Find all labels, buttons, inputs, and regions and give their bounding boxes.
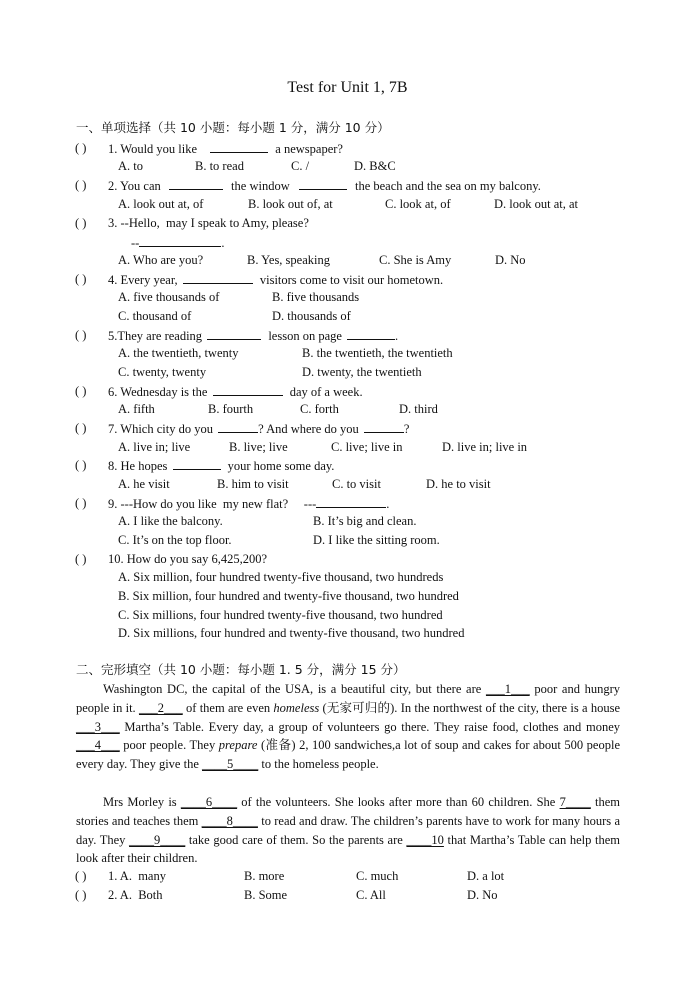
option-4c: C. thousand of xyxy=(118,309,192,323)
option-3c: C. She is Amy xyxy=(379,253,452,267)
cloze-blank-10[interactable]: ____10 xyxy=(406,832,444,847)
question-5: 5.They are reading lesson on page . xyxy=(108,329,399,343)
option-4b: B. five thousands xyxy=(272,290,360,304)
option-6a: A. fifth xyxy=(118,402,155,416)
answer-blank[interactable] xyxy=(207,327,261,340)
answer-paren-9[interactable]: ( ) xyxy=(75,496,87,510)
option-7a: A. live in; live xyxy=(118,440,191,454)
answer-blank[interactable] xyxy=(213,383,283,396)
cloze-blank-5[interactable]: ____5____ xyxy=(202,757,259,772)
answer-paren-2[interactable]: ( ) xyxy=(75,178,87,192)
option-3a: A. Who are you? xyxy=(118,253,204,267)
option-4a: A. five thousands of xyxy=(118,290,220,304)
cloze-blank-4[interactable]: ___4___ xyxy=(76,738,120,753)
section-2-heading: 二、完形填空（共 10 小题：每小题 1. 5 分，满分 15 分） xyxy=(76,662,406,677)
cloze-answer-paren-1[interactable]: ( ) xyxy=(75,869,87,883)
option-3d: D. No xyxy=(495,253,526,267)
option-10d: D. Six millions, four hundred and twenty-five thousand, two hundred xyxy=(118,626,465,640)
option-6d: D. third xyxy=(399,402,438,416)
cloze-option-2a: 2. A. Both xyxy=(108,888,163,902)
question-2: 2. You can the window the beach and the sea on my balcony. xyxy=(108,179,541,193)
cloze-blank-2[interactable]: ___2___ xyxy=(138,700,183,715)
cloze-option-1b: B. more xyxy=(244,869,285,883)
answer-paren-7[interactable]: ( ) xyxy=(75,421,87,435)
option-2c: C. look at, of xyxy=(385,197,451,211)
option-9a: A. I like the balcony. xyxy=(118,514,223,528)
answer-paren-10[interactable]: ( ) xyxy=(75,552,87,566)
option-6b: B. fourth xyxy=(208,402,254,416)
option-10c: C. Six millions, four hundred twenty-five thousand, two hundred xyxy=(118,608,443,622)
answer-blank[interactable] xyxy=(218,420,258,433)
cloze-option-2d: D. No xyxy=(467,888,498,902)
option-2b: B. look out of, at xyxy=(248,197,333,211)
answer-blank[interactable] xyxy=(183,271,253,284)
option-7b: B. live; live xyxy=(229,440,288,454)
option-1a: A. to xyxy=(118,159,143,173)
answer-paren-1[interactable]: ( ) xyxy=(75,141,87,155)
option-1d: D. B&C xyxy=(354,159,396,173)
cloze-paragraph-1: Washington DC, the capital of the USA, is a beautiful city, but there are ___1___ poor and hungry people in it. ___2___ of them are even homeless (无家可归的). In the northwest of the city, there is a house ___3___ Martha’s Table. Every day, a group of volunteers go there. They raise food, clothes and money ___4___ poor people. They prepare (准备) 2, 100 sandwiches,a lot of soup and cakes for about 500 people every day. They give the ____5____ to the homeless people. xyxy=(76,682,621,772)
option-8d: D. he to visit xyxy=(426,477,491,491)
option-4d: D. thousands of xyxy=(272,309,351,323)
option-9c: C. It’s on the top floor. xyxy=(118,533,232,547)
cloze-blank-9[interactable]: ____9____ xyxy=(129,832,186,847)
answer-paren-6[interactable]: ( ) xyxy=(75,384,87,398)
option-5a: A. the twentieth, twenty xyxy=(118,346,239,360)
option-10a: A. Six million, four hundred twenty-five thousand, two hundreds xyxy=(118,570,444,584)
question-3: 3. --Hello, may I speak to Amy, please? xyxy=(108,216,309,230)
option-5d: D. twenty, the twentieth xyxy=(302,365,422,379)
answer-paren-5[interactable]: ( ) xyxy=(75,328,87,342)
option-8c: C. to visit xyxy=(332,477,381,491)
cloze-option-1d: D. a lot xyxy=(467,869,505,883)
option-8a: A. he visit xyxy=(118,477,170,491)
question-6: 6. Wednesday is the day of a week. xyxy=(108,385,363,399)
page-title: Test for Unit 1, 7B xyxy=(287,79,408,96)
option-10b: B. Six million, four hundred and twenty-five thousand, two hundred xyxy=(118,589,459,603)
option-5b: B. the twentieth, the twentieth xyxy=(302,346,453,360)
option-6c: C. forth xyxy=(300,402,339,416)
option-2a: A. look out at, of xyxy=(118,197,204,211)
option-9b: B. It’s big and clean. xyxy=(313,514,417,528)
option-7c: C. live; live in xyxy=(331,440,403,454)
cloze-blank-6[interactable]: ____6____ xyxy=(180,795,238,809)
question-10: 10. How do you say 6,425,200? xyxy=(108,552,268,566)
answer-blank[interactable] xyxy=(299,177,347,190)
answer-blank[interactable] xyxy=(173,457,221,470)
answer-paren-4[interactable]: ( ) xyxy=(75,272,87,286)
question-1: 1. Would you like a newspaper? xyxy=(108,142,343,156)
option-1b: B. to read xyxy=(195,159,244,173)
question-8: 8. He hopes your home some day. xyxy=(108,459,335,473)
answer-blank[interactable] xyxy=(169,177,223,190)
question-4: 4. Every year, visitors come to visit our hometown. xyxy=(108,273,444,287)
question-9: 9. ---How do you like my new flat? --- . xyxy=(108,497,390,511)
option-9d: D. I like the sitting room. xyxy=(313,533,440,547)
question-3-reply: -- . xyxy=(131,236,225,250)
cloze-option-1a: 1. A. many xyxy=(108,869,166,883)
cloze-paragraph-2: Mrs Morley is ____6____ of the volunteers. She looks after more than 60 children. She 7____ them stories and teaches them ____8____ to read and draw. The children’s parents have to work for many hours a day. They ____9____ take good care of them. So the parents are ____10 that Martha’s Table can help them look after their children. xyxy=(76,795,620,866)
option-2d: D. look out at, at xyxy=(494,197,579,211)
answer-paren-3[interactable]: ( ) xyxy=(75,216,87,230)
answer-blank[interactable] xyxy=(316,495,386,508)
cloze-option-2c: C. All xyxy=(356,888,386,902)
answer-paren-8[interactable]: ( ) xyxy=(75,458,87,472)
answer-blank[interactable] xyxy=(347,327,395,340)
option-7d: D. live in; live in xyxy=(442,440,528,454)
answer-blank[interactable] xyxy=(139,234,221,247)
cloze-answer-paren-2[interactable]: ( ) xyxy=(75,888,87,902)
cloze-option-1c: C. much xyxy=(356,869,399,883)
option-5c: C. twenty, twenty xyxy=(118,365,207,379)
answer-blank[interactable] xyxy=(364,420,404,433)
cloze-blank-7[interactable]: 7____ xyxy=(559,795,591,809)
cloze-option-2b: B. Some xyxy=(244,888,288,902)
option-8b: B. him to visit xyxy=(217,477,289,491)
cloze-blank-1[interactable]: ___1___ xyxy=(485,682,530,696)
question-7: 7. Which city do you ? And where do you ? xyxy=(108,422,410,436)
option-3b: B. Yes, speaking xyxy=(247,253,330,267)
option-1c: C. / xyxy=(291,159,310,173)
answer-blank[interactable] xyxy=(210,140,268,153)
section-1-heading: 一、单项选择（共 10 小题：每小题 1 分，满分 10 分） xyxy=(76,120,390,135)
cloze-blank-3[interactable]: ___3___ xyxy=(76,719,120,734)
cloze-blank-8[interactable]: ____8____ xyxy=(201,813,258,828)
